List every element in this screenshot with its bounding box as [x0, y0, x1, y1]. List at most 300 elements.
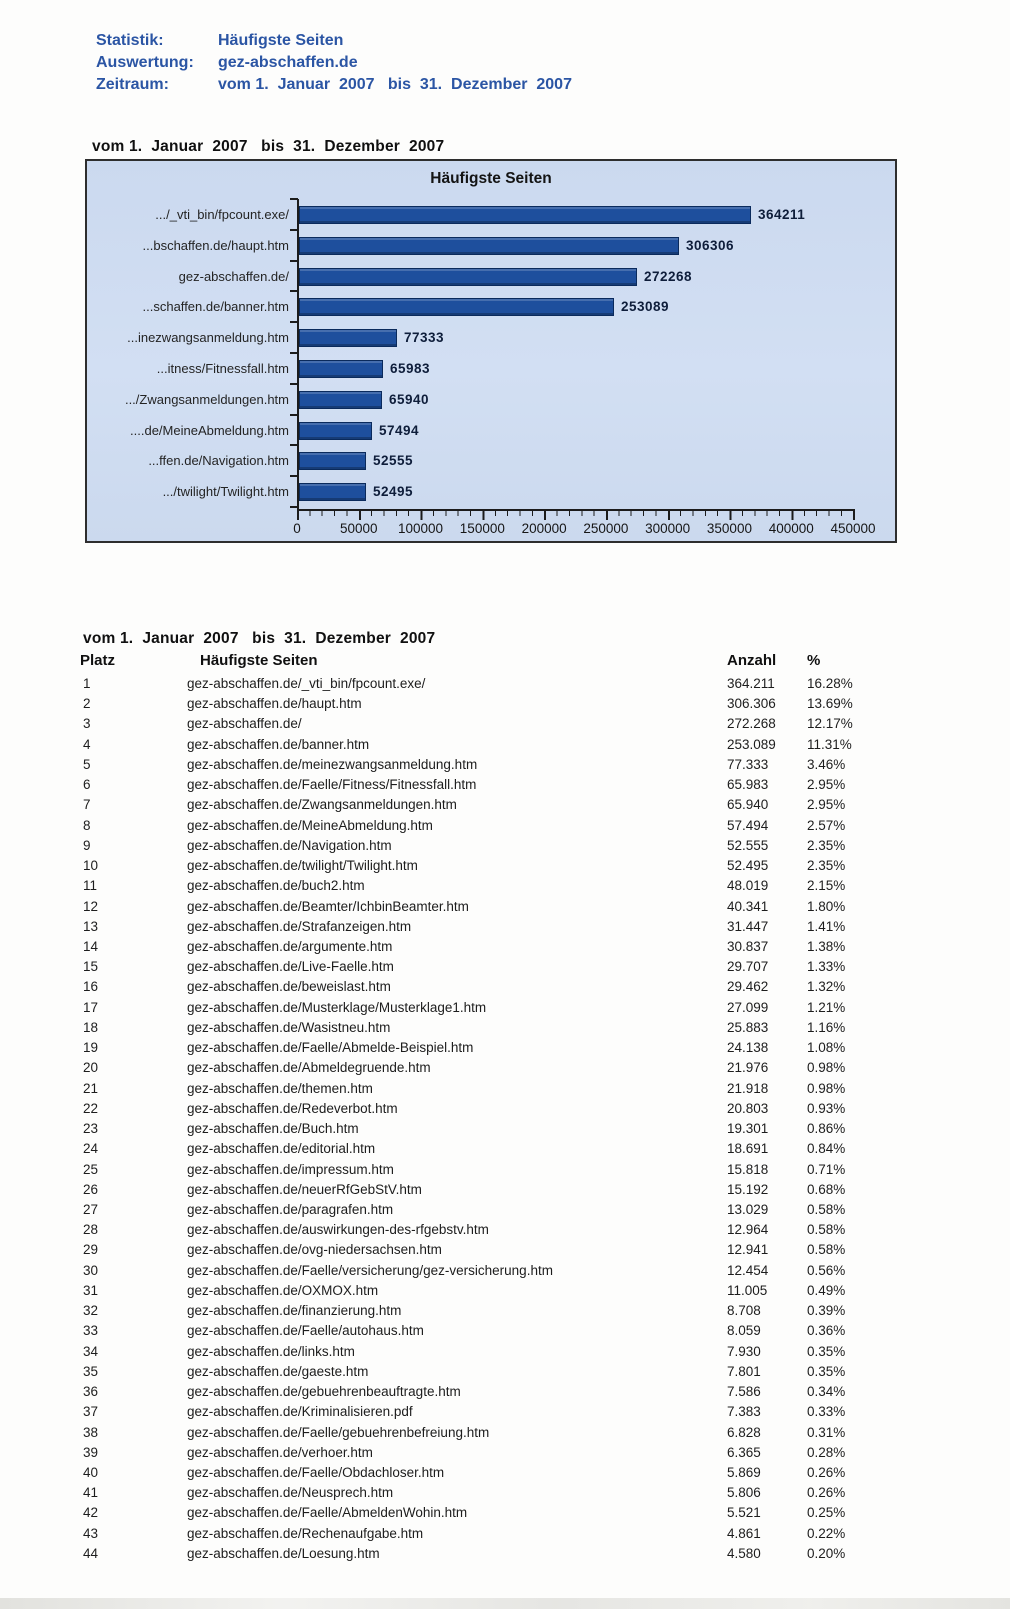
chart-x-tick-label: 250000 — [583, 521, 629, 536]
chart-y-axis-tick — [290, 506, 298, 508]
column-header-prozent: % — [807, 652, 821, 669]
table-row — [0, 917, 1010, 937]
chart-bar-value: 52495 — [373, 484, 414, 500]
table-row — [0, 1079, 1010, 1099]
statistik-label: Statistik: — [96, 32, 164, 49]
table-cell-anzahl: 29.462 — [727, 979, 769, 995]
table-cell-platz: 42 — [83, 1505, 99, 1521]
table-cell-prozent: 1.32% — [807, 979, 846, 995]
table-row — [0, 1423, 1010, 1443]
table-cell-seite: gez-abschaffen.de/impressum.htm — [187, 1161, 394, 1177]
table-cell-seite: gez-abschaffen.de/links.htm — [187, 1343, 355, 1359]
table-cell-platz: 28 — [83, 1222, 99, 1238]
table-cell-anzahl: 6.828 — [727, 1424, 761, 1440]
table-cell-anzahl: 7.801 — [727, 1363, 761, 1379]
table-row — [0, 1018, 1010, 1038]
table-cell-platz: 19 — [83, 1040, 99, 1056]
table-cell-seite: gez-abschaffen.de/Buch.htm — [187, 1121, 359, 1137]
table-cell-anzahl: 31.447 — [727, 918, 769, 934]
table-cell-seite: gez-abschaffen.de/editorial.htm — [187, 1141, 376, 1157]
table-cell-anzahl: 15.192 — [727, 1181, 769, 1197]
chart-x-tick-label: 100000 — [398, 521, 444, 536]
table-cell-anzahl: 12.941 — [727, 1242, 769, 1258]
table-cell-anzahl: 29.707 — [727, 959, 769, 975]
table-cell-seite: gez-abschaffen.de/ — [187, 716, 302, 732]
table-cell-seite: gez-abschaffen.de/finanzierung.htm — [187, 1303, 402, 1319]
table-row — [0, 1463, 1010, 1483]
table-cell-platz: 9 — [83, 837, 91, 853]
table-cell-seite: gez-abschaffen.de/paragrafen.htm — [187, 1201, 394, 1217]
table-cell-seite: gez-abschaffen.de/haupt.htm — [187, 696, 362, 712]
chart-bar-value: 306306 — [686, 237, 735, 253]
table-cell-seite: gez-abschaffen.de/beweislast.htm — [187, 979, 391, 995]
chart-bar — [299, 360, 383, 378]
chart-y-axis-tick — [290, 321, 298, 323]
table-cell-prozent: 0.98% — [807, 1080, 846, 1096]
table-row — [0, 897, 1010, 917]
table-row — [0, 1240, 1010, 1260]
chart-y-axis-tick — [290, 260, 298, 262]
table-cell-seite: gez-abschaffen.de/Kriminalisieren.pdf — [187, 1404, 413, 1420]
column-header-anzahl: Anzahl — [727, 652, 777, 669]
chart-bar-row — [87, 230, 895, 261]
chart-category-label: ...bschaffen.de/haupt.htm — [142, 237, 289, 253]
table-cell-platz: 41 — [83, 1485, 99, 1501]
table-cell-platz: 25 — [83, 1161, 99, 1177]
chart-y-axis-tick — [290, 229, 298, 231]
table-cell-prozent: 1.41% — [807, 918, 846, 934]
table-cell-platz: 22 — [83, 1100, 99, 1116]
table-row — [0, 735, 1010, 755]
table-cell-platz: 37 — [83, 1404, 99, 1420]
table-cell-seite: gez-abschaffen.de/banner.htm — [187, 736, 370, 752]
table-row — [0, 1483, 1010, 1503]
table-cell-seite: gez-abschaffen.de/_vti_bin/fpcount.exe/ — [187, 676, 426, 691]
table-cell-seite: gez-abschaffen.de/Faelle/versicherung/gez-versicherung.htm — [187, 1262, 553, 1278]
table-cell-prozent: 0.71% — [807, 1161, 846, 1177]
table-cell-prozent: 3.46% — [807, 756, 846, 772]
table-cell-anzahl: 65.983 — [727, 777, 769, 793]
chart-bar-row — [87, 322, 895, 353]
table-cell-platz: 3 — [83, 716, 91, 732]
table-cell-platz: 38 — [83, 1424, 99, 1440]
chart-x-tick-label: 50000 — [339, 521, 378, 536]
chart-category-label: ...itness/Fitnessfall.htm — [156, 361, 289, 376]
table-row — [0, 1038, 1010, 1058]
auswertung-value: gez-abschaffen.de — [218, 54, 358, 71]
table-row — [0, 1058, 1010, 1078]
table-row — [0, 1160, 1010, 1180]
column-header-platz: Platz — [80, 652, 116, 669]
chart-bar-value: 65940 — [389, 391, 430, 407]
table-cell-anzahl: 27.099 — [727, 999, 769, 1015]
table-row — [0, 1301, 1010, 1321]
table-cell-anzahl: 11.005 — [727, 1282, 768, 1298]
chart-bar — [299, 422, 372, 440]
table-cell-anzahl: 57.494 — [727, 817, 769, 833]
table-cell-seite: gez-abschaffen.de/verhoer.htm — [187, 1444, 373, 1460]
chart-bar-value: 52555 — [373, 453, 414, 469]
chart-bar-row — [87, 353, 895, 384]
table-cell-seite: gez-abschaffen.de/Loesung.htm — [187, 1545, 380, 1561]
table-cell-prozent: 0.39% — [807, 1303, 846, 1319]
table-cell-anzahl: 20.803 — [727, 1100, 769, 1116]
table-cell-platz: 43 — [83, 1525, 99, 1541]
chart-bar-row — [87, 291, 895, 322]
table-row — [0, 755, 1010, 775]
table-cell-prozent: 0.35% — [807, 1343, 846, 1359]
table-cell-platz: 11 — [83, 878, 98, 894]
table-cell-platz: 44 — [83, 1545, 99, 1561]
table-cell-anzahl: 18.691 — [727, 1141, 769, 1157]
bar-chart — [85, 159, 897, 543]
chart-category-label: gez-abschaffen.de/ — [178, 268, 289, 284]
table-row — [0, 1281, 1010, 1301]
chart-x-tick-label: 400000 — [768, 521, 814, 536]
chart-x-major-ticks — [297, 511, 856, 520]
table-cell-platz: 39 — [83, 1444, 99, 1460]
table-row — [0, 1524, 1010, 1544]
chart-x-tick-label: 350000 — [706, 521, 752, 536]
table-cell-seite: gez-abschaffen.de/buch2.htm — [187, 878, 365, 894]
table-cell-anzahl: 4.580 — [727, 1545, 761, 1561]
table-cell-prozent: 0.22% — [807, 1525, 846, 1541]
table-cell-prozent: 13.69% — [807, 696, 853, 712]
table-cell-platz: 34 — [83, 1343, 99, 1359]
table-cell-seite: gez-abschaffen.de/gebuehrenbeauftragte.htm — [187, 1384, 461, 1400]
table-cell-prozent: 0.36% — [807, 1323, 846, 1339]
table-cell-prozent: 0.84% — [807, 1141, 846, 1157]
table-cell-platz: 35 — [83, 1363, 99, 1379]
report-header-row — [96, 30, 572, 52]
table-cell-prozent: 0.28% — [807, 1444, 846, 1460]
table-cell-prozent: 1.16% — [807, 1019, 846, 1035]
table-cell-seite: gez-abschaffen.de/Live-Faelle.htm — [187, 959, 394, 975]
table-row — [0, 1139, 1010, 1159]
statistik-value: Häufigste Seiten — [218, 32, 344, 49]
table-cell-platz: 13 — [83, 918, 99, 934]
chart-x-tick-label: 0 — [293, 521, 301, 536]
table-cell-prozent: 11.31% — [807, 736, 852, 752]
table-row — [0, 1443, 1010, 1463]
table-row — [0, 1544, 1010, 1564]
table-cell-anzahl: 21.976 — [727, 1060, 769, 1076]
table-row — [0, 1503, 1010, 1523]
chart-bar-value: 77333 — [404, 330, 445, 346]
table-cell-anzahl: 21.918 — [727, 1080, 769, 1096]
table-cell-anzahl: 5.869 — [727, 1464, 761, 1480]
table-cell-anzahl: 30.837 — [727, 938, 769, 954]
chart-bar-row — [87, 415, 895, 446]
table-cell-seite: gez-abschaffen.de/ovg-niedersachsen.htm — [187, 1242, 442, 1258]
table-cell-platz: 36 — [83, 1384, 99, 1400]
table-cell-seite: gez-abschaffen.de/Faelle/gebuehrenbefreiung.htm — [187, 1424, 490, 1440]
table-cell-prozent: 2.35% — [807, 858, 846, 874]
table-cell-platz: 14 — [83, 938, 99, 954]
chart-bar-value: 364211 — [758, 207, 806, 222]
table-row — [0, 937, 1010, 957]
table-cell-anzahl: 19.301 — [727, 1121, 769, 1137]
table-cell-prozent: 2.95% — [807, 797, 846, 813]
table-cell-anzahl: 8.059 — [727, 1323, 761, 1339]
table-cell-platz: 31 — [83, 1282, 99, 1298]
table-row — [0, 714, 1010, 734]
table-row — [0, 856, 1010, 876]
table-cell-platz: 16 — [83, 979, 99, 995]
table-cell-anzahl: 5.521 — [727, 1505, 761, 1521]
chart-bar-row — [87, 384, 895, 415]
chart-bar — [299, 206, 751, 224]
table-cell-prozent: 0.86% — [807, 1121, 846, 1137]
table-row — [0, 998, 1010, 1018]
chart-bar — [299, 452, 366, 470]
zeitraum-value: vom 1. Januar 2007 bis 31. Dezember 2007 — [218, 76, 572, 93]
table-cell-platz: 7 — [83, 797, 91, 813]
chart-bar — [299, 237, 679, 255]
table-cell-prozent: 0.26% — [807, 1485, 846, 1501]
table-cell-prozent: 1.38% — [807, 938, 846, 954]
table-cell-anzahl: 12.454 — [727, 1262, 769, 1278]
chart-category-label: ...schaffen.de/banner.htm — [142, 299, 289, 315]
table-row — [0, 957, 1010, 977]
table-row — [0, 1362, 1010, 1382]
table-row — [0, 775, 1010, 795]
chart-bar — [299, 391, 382, 409]
table-cell-seite: gez-abschaffen.de/themen.htm — [187, 1080, 373, 1096]
table-row — [0, 674, 1010, 694]
table-row — [0, 1180, 1010, 1200]
table-cell-prozent: 0.98% — [807, 1060, 846, 1076]
table-cell-anzahl: 52.555 — [727, 837, 769, 853]
chart-category-label: .../Zwangsanmeldungen.htm — [124, 391, 289, 407]
table-cell-seite: gez-abschaffen.de/gaeste.htm — [187, 1363, 369, 1379]
table-cell-seite: gez-abschaffen.de/Musterklage/Musterklage1.htm — [187, 999, 487, 1015]
table-cell-anzahl: 272.268 — [727, 716, 776, 732]
table-cell-platz: 20 — [83, 1060, 99, 1076]
table-cell-seite: gez-abschaffen.de/Beamter/IchbinBeamter.htm — [187, 898, 469, 914]
table-cell-prozent: 2.35% — [807, 837, 846, 853]
chart-x-tick-label: 150000 — [459, 521, 505, 536]
chart-bar — [299, 483, 366, 501]
chart-y-axis-tick — [290, 414, 298, 416]
zeitraum-label: Zeitraum: — [96, 76, 169, 93]
table-cell-seite: gez-abschaffen.de/OXMOX.htm — [187, 1282, 379, 1298]
table-cell-platz: 5 — [83, 756, 91, 772]
table-row — [0, 1220, 1010, 1240]
table-cell-platz: 33 — [83, 1323, 99, 1339]
table-row — [0, 1261, 1010, 1281]
table-cell-anzahl: 6.365 — [727, 1444, 761, 1460]
table-cell-anzahl: 364.211 — [727, 676, 775, 691]
chart-x-tick-label: 450000 — [830, 521, 876, 536]
table-cell-platz: 29 — [83, 1242, 99, 1258]
table-cell-seite: gez-abschaffen.de/auswirkungen-des-rfgebstv.htm — [187, 1222, 489, 1238]
table-cell-platz: 17 — [83, 999, 99, 1015]
chart-bar-value: 65983 — [390, 361, 431, 376]
table-cell-anzahl: 77.333 — [727, 756, 769, 772]
table-cell-prozent: 2.95% — [807, 777, 846, 793]
table-cell-anzahl: 7.383 — [727, 1404, 761, 1420]
table-row — [0, 1402, 1010, 1422]
table-cell-seite: gez-abschaffen.de/Redeverbot.htm — [187, 1100, 398, 1116]
table-cell-seite: gez-abschaffen.de/Strafanzeigen.htm — [187, 918, 412, 934]
chart-y-axis-tick — [290, 444, 298, 446]
table-cell-platz: 24 — [83, 1141, 99, 1157]
table-cell-platz: 15 — [83, 959, 99, 975]
chart-y-axis-tick — [290, 383, 298, 385]
table-row — [0, 694, 1010, 714]
chart-bar-value: 57494 — [379, 422, 420, 438]
table-row — [0, 1099, 1010, 1119]
table-row — [0, 1382, 1010, 1402]
table-cell-platz: 32 — [83, 1303, 99, 1319]
table-cell-prozent: 0.34% — [807, 1384, 846, 1400]
table-cell-platz: 40 — [83, 1464, 99, 1480]
table-row — [0, 1321, 1010, 1341]
chart-category-label: .../_vti_bin/fpcount.exe/ — [155, 207, 289, 222]
table-cell-platz: 30 — [83, 1262, 99, 1278]
table-cell-seite: gez-abschaffen.de/Faelle/Obdachloser.htm — [187, 1464, 445, 1480]
column-header-seiten: Häufigste Seiten — [200, 652, 318, 669]
table-cell-prozent: 0.33% — [807, 1404, 846, 1420]
chart-bar-row — [87, 199, 895, 230]
chart-x-tick-label: 300000 — [645, 521, 691, 536]
table-cell-prozent: 2.15% — [807, 878, 846, 894]
chart-bar — [299, 329, 397, 347]
report-header — [96, 30, 572, 96]
table-cell-anzahl: 306.306 — [727, 696, 776, 712]
chart-bar-value: 272268 — [644, 268, 693, 284]
table-row — [0, 795, 1010, 815]
table-cell-seite: gez-abschaffen.de/Faelle/Fitness/Fitnessfall.htm — [187, 777, 477, 793]
table-row — [0, 816, 1010, 836]
table-row — [0, 876, 1010, 896]
table-cell-anzahl: 12.964 — [727, 1222, 769, 1238]
table-row — [0, 1200, 1010, 1220]
table-row — [0, 836, 1010, 856]
chart-title: Häufigste Seiten — [430, 170, 552, 187]
table-cell-prozent: 0.26% — [807, 1464, 846, 1480]
chart-category-label: ....de/MeineAbmeldung.htm — [130, 422, 289, 438]
table-cell-prozent: 0.68% — [807, 1181, 846, 1197]
table-cell-platz: 12 — [83, 898, 99, 914]
table-row — [0, 1119, 1010, 1139]
chart-category-label: ...ffen.de/Navigation.htm — [148, 453, 289, 469]
chart-category-label: ...inezwangsanmeldung.htm — [127, 330, 289, 346]
table-row — [0, 1342, 1010, 1362]
table-cell-seite: gez-abschaffen.de/Faelle/Abmelde-Beispiel.htm — [187, 1040, 474, 1056]
table-cell-anzahl: 25.883 — [727, 1019, 769, 1035]
chart-bar-row — [87, 476, 895, 507]
table-cell-prozent: 1.33% — [807, 959, 846, 975]
table-cell-platz: 23 — [83, 1121, 99, 1137]
table-cell-prozent: 0.58% — [807, 1222, 846, 1238]
auswertung-label: Auswertung: — [96, 54, 194, 71]
table-cell-platz: 1 — [83, 676, 91, 691]
table-cell-prozent: 0.20% — [807, 1545, 846, 1561]
table-cell-prozent: 0.35% — [807, 1363, 846, 1379]
table-row — [0, 977, 1010, 997]
chart-y-axis-tick — [290, 198, 298, 200]
table-cell-prozent: 0.49% — [807, 1282, 846, 1298]
table-cell-anzahl: 8.708 — [727, 1303, 761, 1319]
chart-y-axis-tick — [290, 475, 298, 477]
table-cell-prozent: 16.28% — [807, 676, 853, 691]
table-cell-platz: 18 — [83, 1019, 99, 1035]
chart-x-tick-label: 200000 — [521, 521, 567, 536]
table-cell-anzahl: 7.586 — [727, 1384, 761, 1400]
table-cell-platz: 8 — [83, 817, 91, 833]
table-cell-platz: 6 — [83, 777, 91, 793]
table-cell-anzahl: 253.089 — [727, 736, 776, 752]
table-cell-seite: gez-abschaffen.de/Neusprech.htm — [187, 1485, 394, 1501]
table-cell-prozent: 0.58% — [807, 1201, 846, 1217]
table-cell-platz: 26 — [83, 1181, 99, 1197]
table-cell-anzahl: 48.019 — [727, 878, 769, 894]
table-cell-platz: 2 — [83, 696, 91, 712]
table-cell-seite: gez-abschaffen.de/argumente.htm — [187, 938, 393, 954]
report-header-row — [96, 74, 572, 96]
table-cell-anzahl: 52.495 — [727, 858, 769, 874]
table-cell-anzahl: 24.138 — [727, 1040, 769, 1056]
table-cell-seite: gez-abschaffen.de/Faelle/autohaus.htm — [187, 1323, 424, 1339]
table-cell-anzahl: 40.341 — [727, 898, 769, 914]
chart-y-axis-tick — [290, 352, 298, 354]
table-period-heading: vom 1. Januar 2007 bis 31. Dezember 2007 — [83, 630, 436, 647]
chart-category-label: .../twilight/Twilight.htm — [162, 484, 289, 500]
chart-bar-row — [87, 261, 895, 292]
table-cell-seite: gez-abschaffen.de/Rechenaufgabe.htm — [187, 1525, 424, 1541]
table-cell-seite: gez-abschaffen.de/Navigation.htm — [187, 837, 392, 853]
table-cell-prozent: 0.93% — [807, 1100, 846, 1116]
table-cell-prozent: 1.80% — [807, 898, 846, 914]
table-cell-prozent: 0.56% — [807, 1262, 846, 1278]
table-cell-prozent: 0.58% — [807, 1242, 846, 1258]
table-cell-prozent: 2.57% — [807, 817, 846, 833]
table-cell-platz: 10 — [83, 858, 99, 874]
table-cell-seite: gez-abschaffen.de/neuerRfGebStV.htm — [187, 1181, 422, 1197]
table-cell-seite: gez-abschaffen.de/Zwangsanmeldungen.htm — [187, 797, 457, 813]
table-cell-anzahl: 13.029 — [727, 1201, 769, 1217]
table-cell-anzahl: 4.861 — [727, 1525, 761, 1541]
chart-bar — [299, 268, 637, 286]
chart-bar — [299, 298, 614, 316]
chart-period-heading: vom 1. Januar 2007 bis 31. Dezember 2007 — [92, 138, 445, 155]
table-cell-seite: gez-abschaffen.de/Wasistneu.htm — [187, 1019, 391, 1035]
chart-bar-value: 253089 — [621, 299, 670, 315]
scan-edge-artifact — [0, 1598, 1010, 1609]
table-cell-seite: gez-abschaffen.de/twilight/Twilight.htm — [187, 858, 418, 874]
table-cell-prozent: 0.31% — [807, 1424, 846, 1440]
table-cell-anzahl: 15.818 — [727, 1161, 769, 1177]
table-cell-anzahl: 5.806 — [727, 1485, 761, 1501]
chart-y-axis-tick — [290, 290, 298, 292]
table-cell-anzahl: 65.940 — [727, 797, 769, 813]
table-cell-platz: 4 — [83, 736, 91, 752]
report-header-row — [96, 52, 572, 74]
table-cell-seite: gez-abschaffen.de/meinezwangsanmeldung.htm — [187, 756, 478, 772]
table-cell-seite: gez-abschaffen.de/Faelle/AbmeldenWohin.htm — [187, 1505, 468, 1521]
table-cell-platz: 27 — [83, 1201, 99, 1217]
table-cell-prozent: 0.25% — [807, 1505, 846, 1521]
table-cell-seite: gez-abschaffen.de/MeineAbmeldung.htm — [187, 817, 433, 833]
table-cell-anzahl: 7.930 — [727, 1343, 761, 1359]
chart-bar-row — [87, 445, 895, 476]
table-cell-prozent: 1.08% — [807, 1040, 846, 1056]
table-cell-prozent: 1.21% — [807, 999, 846, 1015]
table-cell-platz: 21 — [83, 1080, 99, 1096]
table-cell-seite: gez-abschaffen.de/Abmeldegruende.htm — [187, 1060, 431, 1076]
